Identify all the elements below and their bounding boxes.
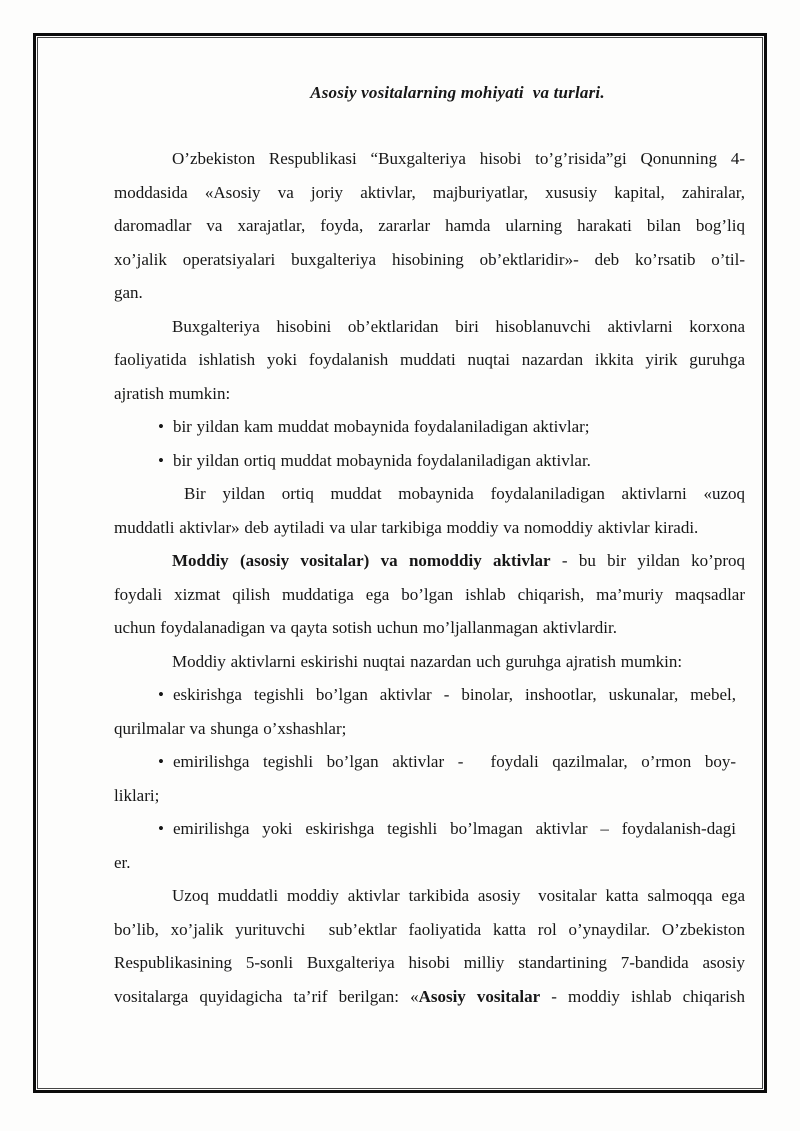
page-border — [33, 33, 767, 1093]
text-line — [114, 913, 745, 947]
text-line — [114, 980, 745, 1014]
paragraph — [114, 477, 745, 544]
bullet-icon: • — [158, 685, 164, 704]
text-line — [114, 511, 745, 545]
text-line — [114, 377, 745, 411]
paragraph — [114, 142, 745, 310]
text-run: - moddiy ishlab chiqarish — [540, 986, 745, 1006]
text-line — [114, 812, 736, 846]
bullet-icon: • — [158, 752, 164, 771]
text-run: moddasida «Asosiy va joriy aktivlar, majburiyatlar, xususiy kapital, zahiralar, — [114, 182, 745, 202]
text-run: uchun foydalanadigan va qayta sotish uchun mo’ljallanmagan aktivlardir. — [114, 618, 617, 637]
text-run: - bu bir yildan ko’proq — [550, 551, 745, 570]
text-line — [114, 578, 745, 612]
text-line — [114, 410, 736, 444]
bullet-item — [114, 745, 736, 812]
text-run: faoliyatida ishlatish yoki foydalanish muddati nuqtai nazardan ikkita yirik guruhga — [114, 350, 745, 369]
paragraph — [114, 879, 745, 1013]
text-line — [114, 176, 745, 210]
text-run: xo’jalik operatsiyalari buxgalteriya hisobining ob’ektlaridir»- deb ko’rsatib o’til- — [114, 249, 745, 269]
text-run: bir yildan kam muddat mobaynida foydalaniladigan aktivlar; — [172, 417, 590, 436]
bold-text-run: Asosiy vositalar — [418, 986, 541, 1006]
text-run: eskirishga tegishli bo’lgan aktivlar - binolar, inshootlar, uskunalar, mebel, — [172, 685, 736, 704]
text-line — [114, 243, 745, 277]
text-line — [114, 343, 745, 377]
text-line — [114, 678, 736, 712]
text-run: muddatli aktivlar» deb aytiladi va ular tarkibiga moddiy va nomoddiy aktivlar kiradi. — [114, 517, 699, 537]
bullet-icon: • — [158, 417, 164, 436]
text-line — [114, 209, 745, 243]
text-run: O’zbekiston Respublikasi “Buxgalteriya hisobi to’g’risida”gi Qonunning 4- — [172, 149, 745, 168]
text-line — [114, 310, 745, 344]
text-line — [114, 846, 736, 880]
text-run: bo’lib, xo’jalik yurituvchi sub’ektlar faoliyatida katta rol o’ynaydilar. O’zbekiston — [114, 919, 745, 939]
text-line — [114, 276, 745, 310]
text-run: qurilmalar va shunga o’xshashlar; — [114, 718, 347, 738]
text-run: Moddiy aktivlarni eskirishi nuqtai nazardan uch guruhga ajratish mumkin: — [172, 651, 683, 671]
text-run: emirilishga tegishli bo’lgan aktivlar - foydali qazilmalar, o’rmon boy- — [172, 752, 736, 771]
paragraph — [114, 645, 745, 679]
text-line — [114, 544, 745, 578]
text-line — [114, 946, 745, 980]
page-content — [36, 36, 764, 1090]
bullet-item — [114, 678, 736, 745]
text-line — [114, 611, 745, 645]
text-run: emirilishga yoki eskirishga tegishli bo’lmagan aktivlar – foydalanish-dagi — [172, 819, 736, 838]
paragraph — [114, 544, 745, 645]
text-run: foydali xizmat qilish muddatiga ega bo’lgan ishlab chiqarish, ma’muriy maqsadlar — [114, 584, 745, 604]
text-run: liklari; — [114, 785, 160, 805]
text-run: ajratish mumkin: — [114, 383, 231, 403]
text-line — [114, 444, 736, 478]
text-run: er. — [114, 852, 131, 872]
document-title: Asosiy vositalarning mohiyati va turlari. — [310, 83, 605, 102]
text-run: Bir yildan ortiq muddat mobaynida foydalaniladigan aktivlarni «uzoq — [184, 484, 745, 503]
bullet-item — [114, 410, 736, 444]
text-run: Respublikasining 5-sonli Buxgalteriya hisobi milliy standartining 7-bandida asosiy — [114, 953, 745, 972]
paragraph — [114, 310, 745, 411]
text-line — [114, 142, 745, 176]
text-run: Uzoq muddatli moddiy aktivlar tarkibida asosiy vositalar katta salmoqqa ega — [172, 886, 745, 905]
text-run: daromadlar va xarajatlar, foyda, zararlar hamda ularning harakati bilan bog’liq — [114, 216, 745, 235]
text-line — [114, 712, 736, 746]
text-run: gan. — [114, 283, 143, 302]
text-line — [114, 477, 745, 511]
bold-text-run: Moddiy (asosiy vositalar) va nomoddiy aktivlar — [172, 551, 551, 570]
text-line — [114, 645, 745, 679]
bullet-icon: • — [158, 450, 164, 470]
bullet-icon: • — [158, 819, 164, 838]
text-run: vositalarga quyidagicha ta’rif berilgan: « — [114, 986, 419, 1006]
bullet-item — [114, 444, 736, 478]
text-run: Buxgalteriya hisobini ob’ektlaridan biri hisoblanuvchi aktivlarni korxona — [172, 316, 745, 336]
text-run: bir yildan ortiq muddat mobaynida foydalaniladigan aktivlar. — [172, 450, 591, 470]
text-line — [114, 779, 736, 813]
bullet-item — [114, 812, 736, 879]
text-line — [114, 745, 736, 779]
document-body — [114, 142, 745, 1013]
text-line — [114, 879, 745, 913]
